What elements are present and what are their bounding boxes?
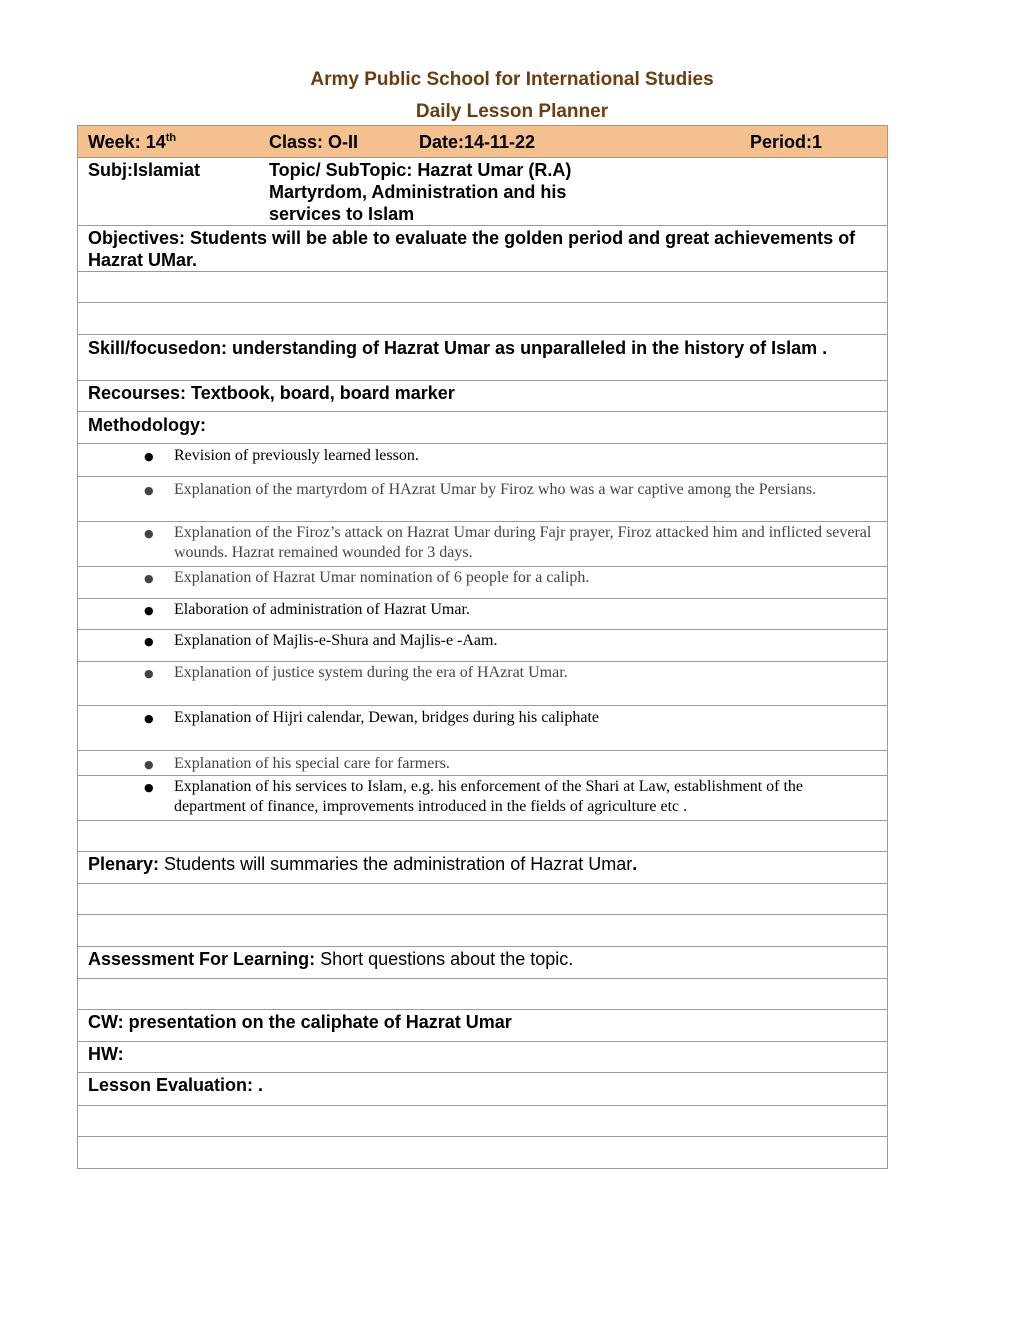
- cw-cell: CW: presentation on the caliphate of Hazrat Umar: [78, 1010, 888, 1042]
- plenary-text: Students will summaries the administration of Hazrat Umar: [159, 854, 633, 874]
- assessment-text: Short questions about the topic.: [315, 949, 574, 969]
- week-cell: [88, 131, 269, 153]
- empty-row: [78, 1137, 888, 1169]
- bullet-icon: ●: [144, 635, 154, 648]
- methodology-item: ● Explanation of Majlis-e-Shura and Majlis-e -Aam.: [78, 630, 888, 662]
- methodology-item: ● Explanation of his special care for farmers.: [78, 751, 888, 776]
- lesson-plan-table: [77, 125, 888, 1169]
- topic-cell: Topic/ SubTopic: Hazrat Umar (R.A) Martyrdom, Administration and his services to Islam: [269, 160, 572, 224]
- empty-row: [78, 915, 888, 947]
- bullet-icon: ●: [144, 527, 154, 540]
- date-cell: Date:14-11-22: [419, 132, 536, 152]
- bullet-icon: ●: [144, 712, 154, 725]
- plenary-cell: [78, 852, 888, 884]
- empty-row: [78, 979, 888, 1010]
- subject-cell: Subj:Islamiat: [88, 160, 201, 180]
- evaluation-cell: Lesson Evaluation: .: [78, 1073, 888, 1106]
- empty-row: [78, 884, 888, 915]
- bullet-icon: ●: [144, 572, 154, 585]
- bullet-icon: ●: [144, 667, 154, 680]
- assessment-cell: [78, 947, 888, 979]
- methodology-item: ● Revision of previously learned lesson.: [78, 444, 888, 477]
- resources-cell: Recourses: Textbook, board, board marker: [78, 381, 888, 412]
- methodology-item: ● Explanation of justice system during the era of HAzrat Umar.: [78, 662, 888, 706]
- week-sup: th: [165, 132, 177, 144]
- class-cell: Class: O-II: [269, 132, 359, 152]
- methodology-item: ● Explanation of the Firoz’s attack on Hazrat Umar during Fajr prayer, Firoz attacked him and inflicted several wounds. Hazrat remained wounded for 3 days.: [78, 522, 888, 567]
- methodology-item: ● Explanation of his services to Islam, e.g. his enforcement of the Shari at Law, establishment of the department of finance, improvements introduced in the fields of agriculture etc .: [78, 776, 888, 821]
- hw-cell: HW:: [78, 1042, 888, 1073]
- plenary-end: .: [632, 854, 638, 874]
- skill-cell: Skill/focusedon: understanding of Hazrat Umar as unparalleled in the history of Islam .: [78, 335, 888, 381]
- empty-row: [78, 1106, 888, 1137]
- bullet-icon: ●: [144, 758, 154, 771]
- header-row: [78, 126, 888, 158]
- school-title: Army Public School for International Studies: [310, 69, 714, 90]
- subject-row: [78, 158, 888, 226]
- assessment-label: Assessment For Learning:: [88, 949, 316, 969]
- period-cell: Period:1: [750, 132, 823, 152]
- empty-row: [78, 303, 888, 335]
- bullet-icon: ●: [144, 450, 154, 463]
- empty-row: [78, 821, 888, 852]
- plenary-label: Plenary:: [88, 854, 160, 874]
- methodology-item: ● Explanation of Hazrat Umar nomination of 6 people for a caliph.: [78, 567, 888, 599]
- planner-title: Daily Lesson Planner: [415, 101, 609, 122]
- methodology-label: Methodology:: [78, 412, 888, 444]
- bullet-icon: ●: [144, 484, 154, 497]
- week-label: Week: 14: [88, 132, 166, 152]
- bullet-icon: ●: [144, 781, 154, 794]
- methodology-item: ● Explanation of Hijri calendar, Dewan, bridges during his caliphate: [78, 706, 888, 751]
- empty-row: [78, 272, 888, 303]
- objectives-cell: Objectives: Students will be able to evaluate the golden period and great achievements of Hazrat UMar.: [78, 226, 888, 272]
- bullet-icon: ●: [144, 604, 154, 617]
- methodology-item: ● Explanation of the martyrdom of HAzrat Umar by Firoz who was a war captive among the Persians.: [78, 477, 888, 522]
- methodology-item: ● Elaboration of administration of Hazrat Umar.: [78, 599, 888, 630]
